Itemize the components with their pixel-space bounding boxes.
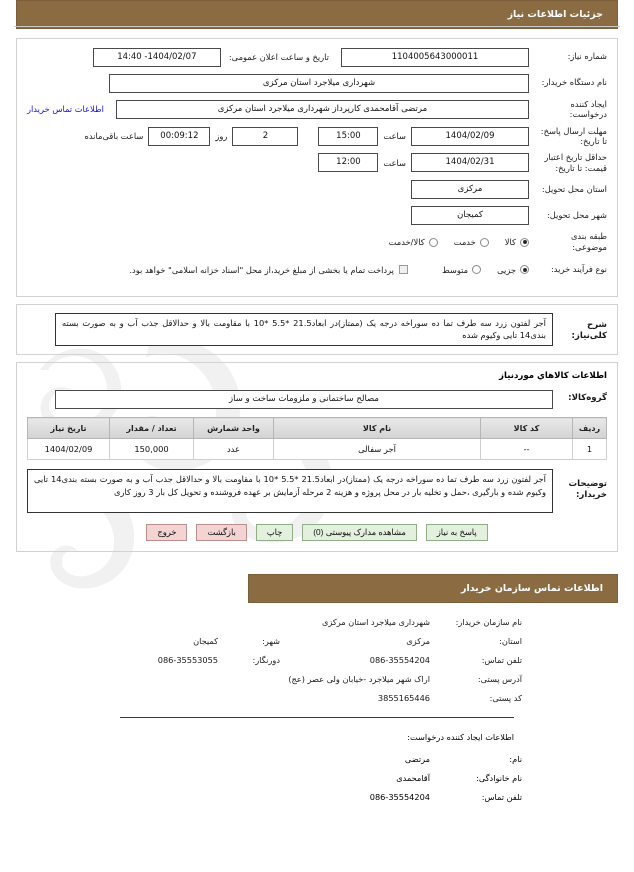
row-category [27, 231, 607, 253]
summary-panel [16, 304, 618, 356]
buyer-contact-link[interactable]: اطلاعات تماس خریدار [27, 104, 104, 115]
category-option-label-2: کالا/خدمت [388, 237, 425, 248]
col-quantity: تعداد / مقدار [110, 418, 194, 439]
radio-icon[interactable] [429, 238, 438, 247]
respond-to-need-button[interactable]: پاسخ به نیاز [426, 524, 488, 541]
row-buyer-org [27, 73, 607, 93]
row-province-city [20, 636, 614, 646]
col-goods-name: نام کالا [274, 418, 481, 439]
creator-first-name-label: نام: [509, 754, 522, 765]
cell-radif: 1 [573, 439, 607, 460]
contact-divider [120, 717, 514, 718]
table-row [28, 439, 607, 460]
back-button[interactable]: بازگشت [196, 524, 246, 541]
row-creator-phone [20, 792, 614, 802]
goods-table [27, 417, 607, 460]
process-option-label-0: جزیی [497, 264, 516, 275]
deadline-label: مهلت ارسال پاسخ: تا تاریخ: [540, 125, 607, 147]
category-radio-group[interactable] [373, 237, 529, 247]
need-number-label: شماره نیاز: [567, 51, 607, 62]
province-value: مرکزی [406, 636, 430, 647]
creator-phone-value: 086-35554204 [369, 792, 430, 803]
creator-first-name-value: مرتضی [404, 754, 430, 765]
validity-time-value: 12:00 [318, 153, 378, 172]
treasury-checkbox-item[interactable] [129, 265, 408, 275]
deadline-hour-label: ساعت [383, 131, 406, 142]
creator-phone-label: تلفن تماس: [481, 792, 522, 803]
row-creator-first-name [20, 754, 614, 764]
category-label: طبقه بندی موضوعی: [570, 231, 607, 253]
goods-table-header-row [28, 418, 607, 439]
row-creator [27, 99, 607, 120]
col-unit: واحد شمارش [194, 418, 274, 439]
row-delivery-city [27, 205, 607, 225]
buyer-contact-panel [16, 603, 618, 802]
cell-need-date: 1404/02/09 [28, 439, 110, 460]
process-label: نوع فرآیند خرید: [550, 263, 607, 274]
delivery-city-label: شهر محل تحویل: [546, 209, 607, 220]
goods-group-value: مصالح ساختمانی و ملزومات ساخت و ساز [55, 390, 553, 409]
exit-button[interactable]: خروج [146, 524, 187, 541]
postal-code-value: 3855165446 [377, 693, 430, 704]
phone-value: 086-35554204 [369, 655, 430, 666]
action-button-bar [27, 524, 607, 541]
category-option-khedmat[interactable] [454, 237, 489, 247]
summary-value: آجر لفتون زرد سه طرف تما ده سوراخه درجه یک (ممتاز)در ابعاد21.5 *5.5 *10 با مقاومت بالا و حدالاقل جذب آب و به صورت بسته بندی14 تایی وکیوم شده [55, 313, 553, 347]
top-divider [14, 26, 620, 27]
radio-icon[interactable] [472, 265, 481, 274]
validity-label: حداقل تاریخ اعتبار قیمت: تا تاریخ: [544, 152, 607, 173]
delivery-province-label: استان محل تحویل: [541, 183, 607, 194]
city-value: کمیجان [193, 636, 218, 647]
announce-datetime-label: تاریخ و ساعت اعلان عمومی: [228, 52, 329, 62]
deadline-time-value: 15:00 [318, 127, 378, 146]
buyer-contact-header: اطلاعات تماس سازمان خریدار [248, 574, 618, 603]
category-option-kala[interactable] [505, 237, 529, 247]
buyer-notes-value: آجر لفتون زرد سه طرف تما ده سوراخه درجه یک (ممتاز)در ابعاد21.5 *5.5 *10 با مقاومت بالا و حدالاقل جذب آب و به صورت بسته بندی14 تایی وکیوم شده و بارگیری ،حمل و تخلیه بار در محل پروژه و هزینه 2 مرحله آزمایش بر عهده فروشنده و تحویل کل بار 3 روز کاری [27, 469, 553, 513]
org-name-value: شهرداری میلاجرد استان مرکزی [321, 617, 430, 628]
row-creator-last-name [20, 773, 614, 783]
category-option-label-1: خدمت [453, 237, 476, 248]
row-org-name [20, 617, 614, 627]
process-option-label-1: متوسط [442, 264, 469, 275]
row-buyer-notes [27, 469, 607, 513]
phone-label: تلفن تماس: [481, 655, 522, 666]
buyer-org-label: نام دستگاه خریدار: [541, 77, 607, 88]
category-option-label-0: کالا [504, 237, 516, 248]
row-delivery-province [27, 179, 607, 199]
category-option-kala-khedmat[interactable] [389, 237, 438, 247]
creator-value: مرتضی آقامحمدی کارپرداز شهرداری میلاجرد استان مرکزی [116, 100, 529, 119]
goods-panel [16, 362, 618, 552]
row-price-validity [27, 152, 607, 173]
print-button[interactable]: چاپ [256, 524, 293, 541]
days-unit-label: روز [215, 131, 228, 142]
row-address [20, 674, 614, 684]
row-phone-fax [20, 655, 614, 665]
validity-hour-label: ساعت [383, 157, 406, 168]
address-value: اراک شهر میلاجرد -خیابان ولی عصر (عج) [288, 674, 430, 685]
goods-group-label: گروه‌کالا: [568, 393, 607, 404]
address-label: آدرس پستی: [477, 674, 522, 685]
summary-label: شرح کلی‌نیاز: [571, 319, 607, 342]
validity-date-value: 1404/02/31 [411, 153, 529, 172]
postal-code-label: کد پستی: [489, 693, 522, 704]
row-deadline [27, 126, 607, 147]
checkbox-icon[interactable] [399, 265, 408, 274]
fax-value: 086-35553055 [157, 655, 218, 666]
radio-selected-icon[interactable] [520, 265, 529, 274]
radio-selected-icon[interactable] [520, 238, 529, 247]
cell-goods-name: آجر سفالی [274, 439, 481, 460]
buyer-notes-label: توضیحات خریدار: [568, 479, 607, 501]
process-option-jozi[interactable] [497, 265, 529, 275]
row-summary [27, 313, 607, 347]
delivery-province-value: مرکزی [411, 180, 529, 199]
deadline-date-value: 1404/02/09 [411, 127, 529, 146]
process-option-motavaset[interactable] [442, 265, 481, 275]
need-number-value: 1104005643000011 [341, 48, 529, 67]
fax-label: دورنگار: [252, 655, 280, 666]
buyer-org-value: شهرداری میلاجرد استان مرکزی [109, 74, 529, 93]
cell-unit: عدد [194, 439, 274, 460]
creator-last-name-label: نام خانوادگی: [476, 773, 522, 784]
org-name-label: نام سازمان خریدار: [455, 617, 522, 628]
row-goods-group [27, 389, 607, 409]
cell-quantity: 150,000 [110, 439, 194, 460]
creator-label: ایجاد کننده درخواست: [569, 99, 607, 120]
radio-icon[interactable] [480, 238, 489, 247]
col-radif: ردیف [573, 418, 607, 439]
row-postal-code [20, 693, 614, 703]
remaining-time-label: ساعت باقی‌مانده [84, 131, 144, 142]
row-need-number [27, 47, 607, 67]
delivery-city-value: کمیجان [411, 206, 529, 225]
city-label: شهر: [262, 636, 280, 647]
view-attachments-button[interactable]: مشاهده مدارک پیوستی (0) [302, 524, 417, 541]
remaining-days-value: 2 [232, 127, 298, 146]
process-radio-group[interactable] [113, 265, 529, 275]
goods-info-title: اطلاعات کالاهاي موردنیاز [499, 371, 607, 382]
treasury-checkbox-label: پرداخت تمام یا بخشی از مبلغ خرید،از محل "اسناد خزانه اسلامی" خواهد بود. [129, 264, 394, 275]
announce-datetime-value: 1404/02/07- 14:40 [93, 48, 221, 67]
col-goods-code: کد کالا [481, 418, 573, 439]
province-label: استان: [499, 636, 522, 647]
need-details-panel [16, 38, 618, 297]
remaining-time-value: 00:09:12 [148, 127, 210, 146]
row-process-type [27, 260, 607, 280]
col-need-date: تاریخ نیاز [28, 418, 110, 439]
creator-last-name-value: آقامحمدی [396, 773, 430, 784]
need-details-header: جزئیات اطلاعات نیاز [16, 0, 618, 29]
cell-goods-code: -- [481, 439, 573, 460]
creator-info-title: اطلاعات ایجاد کننده درخواست: [407, 732, 514, 743]
